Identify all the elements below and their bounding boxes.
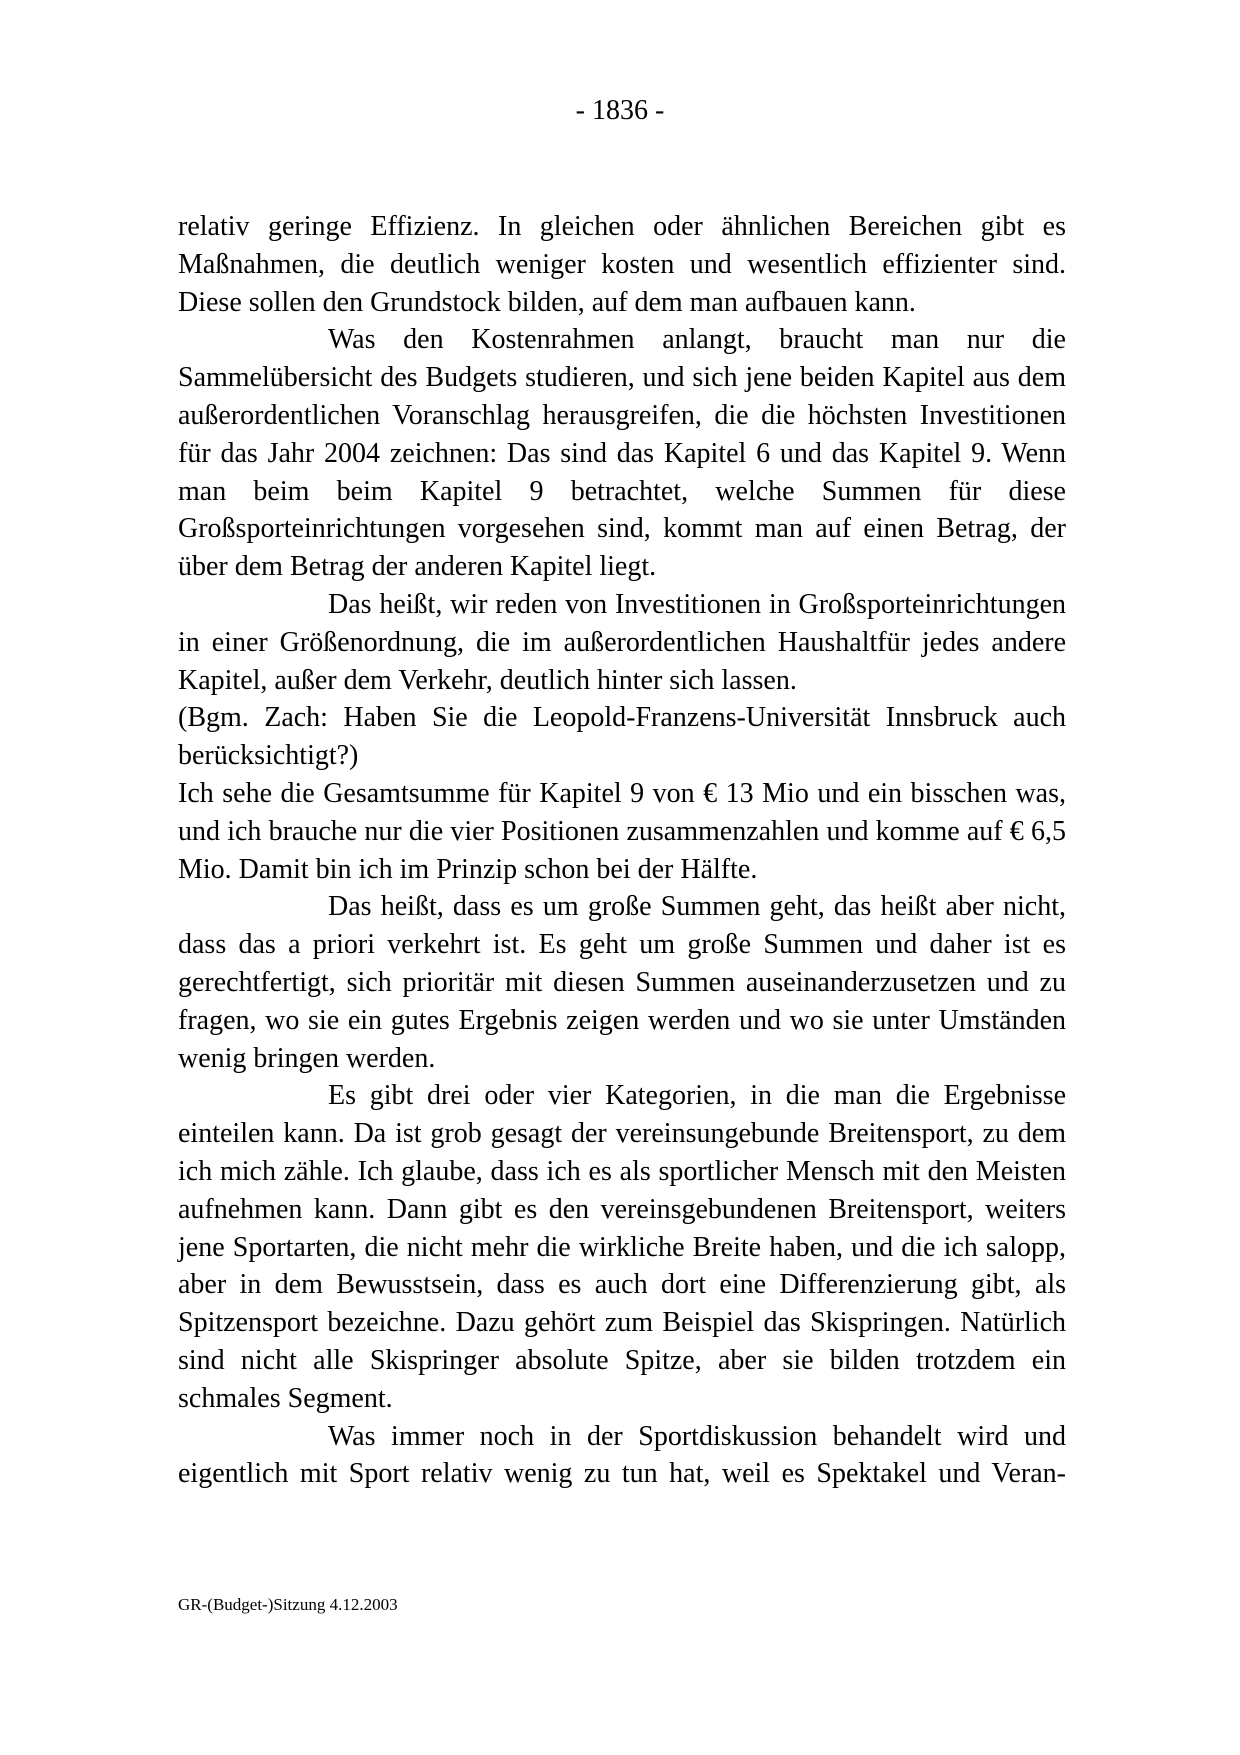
paragraph: Was den Kostenrahmen anlangt, braucht man nur die Sammelübersicht des Budgets studieren, und sich jene beiden Kapitel aus dem außerordentlichen Voranschlag herausgreifen, die die höchsten Investitionen für das Jahr 2004 zeichnen: Das sind das Kapitel 6 und das Kapitel 9. Wenn man beim beim Kapitel 9 betrachtet, welche Summen für diese Großsporteinrichtungen vorgesehen sind, kommt man auf einen Betrag, der über dem Betrag der anderen Kapitel liegt.	[178, 324, 1066, 583]
paragraph: Das heißt, dass es um große Summen geht, das heißt aber nicht, dass das a priori verkehrt ist. Es geht um große Summen und daher ist es gerechtfertigt, sich prioritär mit diesen Summen auseinanderzusetzen und zu fragen, wo sie ein gutes Ergebnis zeigen werden und wo sie unter Umständen wenig bringen werden.	[178, 891, 1066, 1074]
paragraph: Das heißt, wir reden von Investitionen in Großsporteinrichtungen in einer Größenordnung, die im außerordentlichen Haushaltfür jedes andere Kapitel, außer dem Verkehr, deutlich hinter sich lassen.	[178, 588, 1066, 696]
page-number: - 1836 -	[575, 95, 665, 126]
paragraph: Ich sehe die Gesamtsumme für Kapitel 9 von € 13 Mio und ein bisschen was, und ich brauche nur die vier Positionen zusammenzahlen und komme auf € 6,5 Mio. Damit bin ich im Prinzip schon bei der Hälfte.	[178, 777, 1066, 885]
paragraph: relativ geringe Effizienz. In gleichen oder ähnlichen Bereichen gibt es Maßnahmen, die deutlich weniger kosten und wesentlich effizienter sind. Diese sollen den Grundstock bilden, auf dem man aufbauen kann.	[178, 211, 1066, 318]
paragraph: Was immer noch in der Sportdiskussion behandelt wird und eigentlich mit Sport relativ wenig zu tun hat, weil es Spektakel und Veran-	[178, 1420, 1066, 1490]
document-body	[178, 208, 1066, 1493]
paragraph: Es gibt drei oder vier Kategorien, in die man die Ergebnisse einteilen kann. Da ist grob gesagt der vereinsungebunde Breitensport, zu dem ich mich zähle. Ich glaube, dass ich es als sportlicher Mensch mit den Meisten aufnehmen kann. Dann gibt es den vereinsgebundenen Breitensport, weiters jene Sportarten, die nicht mehr die wirkliche Breite haben, und die ich salopp, aber in dem Bewusstsein, dass es auch dort eine Differenzierung gibt, als Spitzensport bezeichne. Dazu gehört zum Beispiel das Skispringen. Natürlich sind nicht alle Skispringer absolute Spitze, aber sie bilden trotzdem ein schmales Segment.	[178, 1080, 1066, 1414]
footer-session-info: GR-(Budget-)Sitzung 4.12.2003	[178, 1595, 398, 1614]
interjection: (Bgm. Zach: Haben Sie die Leopold-Franzens-Universität Innsbruck auch berücksichtigt?)	[178, 702, 1066, 772]
